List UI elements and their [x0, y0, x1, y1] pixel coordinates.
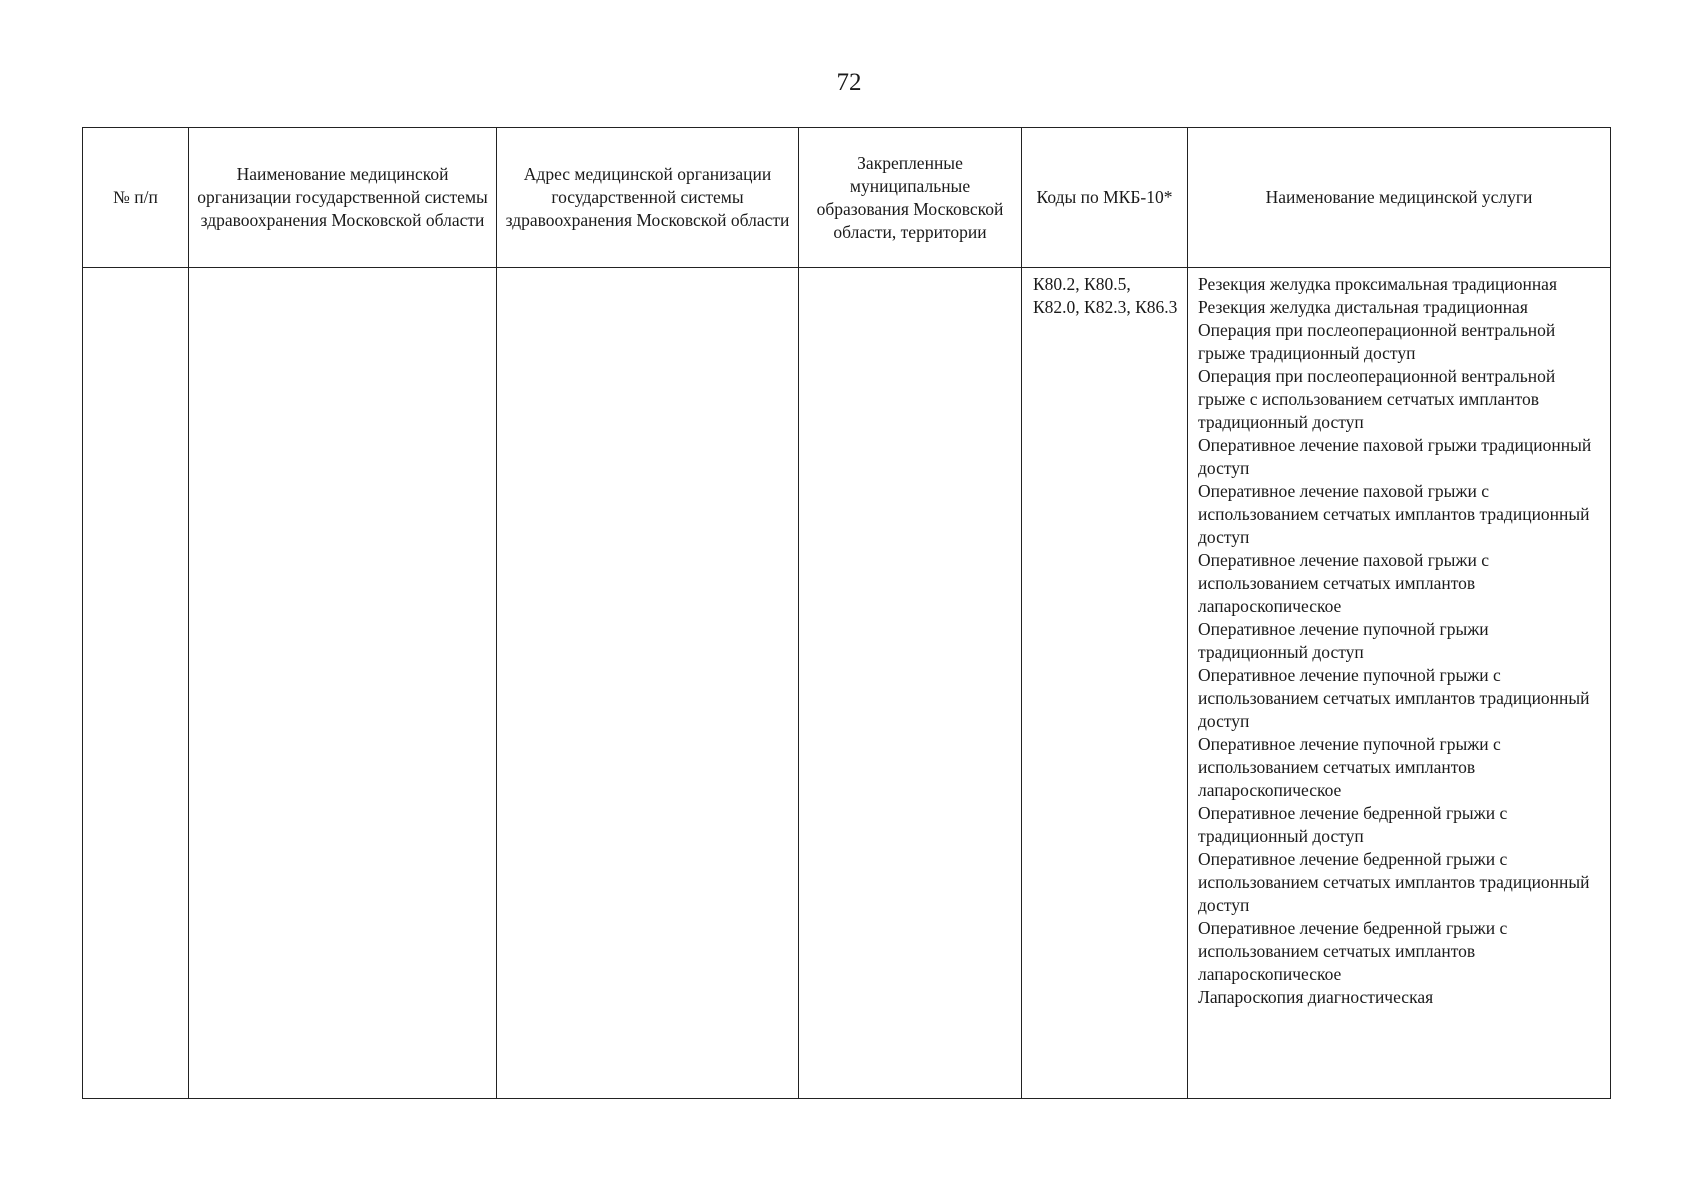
- table-row: [83, 268, 1611, 1099]
- page-number: 72: [836, 69, 862, 96]
- service-item: Резекция желудка дистальная традиционная: [1198, 297, 1528, 317]
- cell-address: [497, 268, 799, 1099]
- header-address: Адрес медицинской организации государственной системы здравоохранения Московской области: [497, 128, 799, 268]
- service-item: Оперативное лечение пупочной грыжи традиционный доступ: [1198, 619, 1489, 662]
- header-organization: Наименование медицинской организации государственной системы здравоохранения Московской области: [189, 128, 497, 268]
- service-item: Резекция желудка проксимальная традиционная: [1198, 274, 1557, 294]
- service-item: Оперативное лечение бедренной грыжи с использованием сетчатых имплантов лапароскопическое: [1198, 918, 1508, 984]
- cell-number: [83, 268, 189, 1099]
- service-item: Операция при послеоперационной вентральной грыже с использованием сетчатых имплантов традиционный доступ: [1198, 366, 1556, 432]
- service-item: Оперативное лечение паховой грыжи традиционный доступ: [1198, 435, 1592, 478]
- service-item: Оперативное лечение паховой грыжи с использованием сетчатых имплантов традиционный доступ: [1198, 481, 1590, 547]
- service-item: Оперативное лечение пупочной грыжи с использованием сетчатых имплантов традиционный доступ: [1198, 665, 1590, 731]
- cell-services: [1188, 268, 1611, 1099]
- service-item: Оперативное лечение пупочной грыжи с использованием сетчатых имплантов лапароскопическое: [1198, 734, 1501, 800]
- service-item: Оперативное лечение бедренной грыжи с использованием сетчатых имплантов традиционный доступ: [1198, 849, 1590, 915]
- cell-territories: [799, 268, 1022, 1099]
- service-item: Лапароскопия диагностическая: [1198, 987, 1434, 1007]
- services-table: [82, 127, 1611, 1099]
- cell-icd-codes: К80.2, К80.5, К82.0, К82.3, К86.3: [1022, 268, 1188, 1099]
- header-territories: Закрепленные муниципальные образования Московской области, территории: [799, 128, 1022, 268]
- service-item: Оперативное лечение паховой грыжи с использованием сетчатых имплантов лапароскопическое: [1198, 550, 1489, 616]
- header-icd-codes: Коды по МКБ-10*: [1022, 128, 1188, 268]
- header-service-name: Наименование медицинской услуги: [1188, 128, 1611, 268]
- table-header-row: [83, 128, 1611, 268]
- service-item: Оперативное лечение бедренной грыжи с традиционный доступ: [1198, 803, 1508, 846]
- header-number: № п/п: [83, 128, 189, 268]
- service-item: Операция при послеоперационной вентральной грыже традиционный доступ: [1198, 320, 1556, 363]
- cell-organization: [189, 268, 497, 1099]
